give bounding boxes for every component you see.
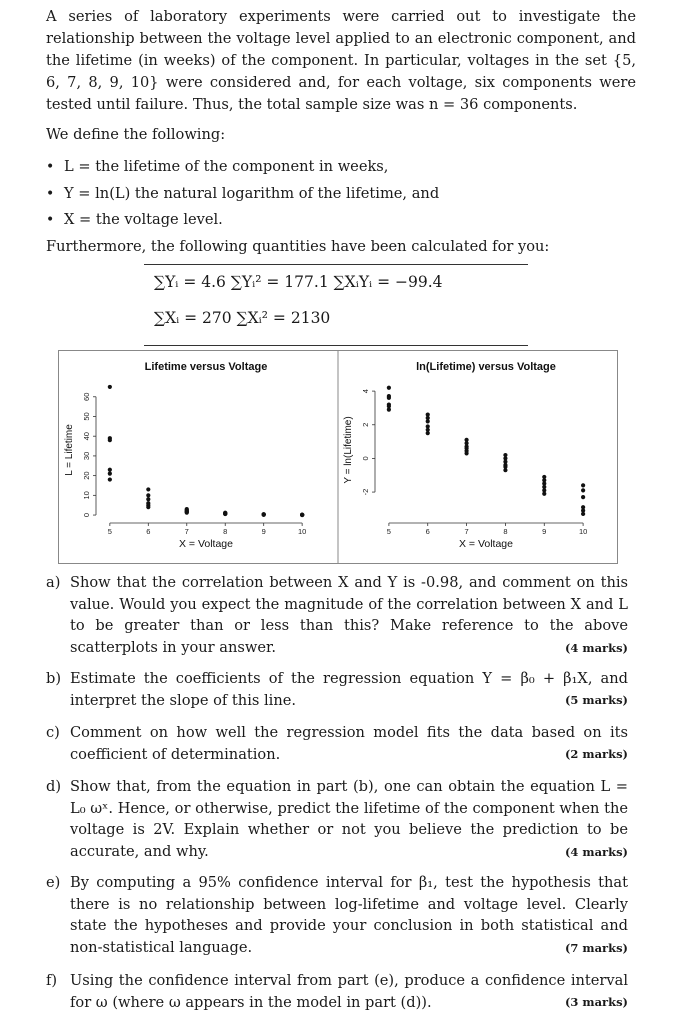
data-point bbox=[581, 483, 585, 487]
question-label: f) bbox=[46, 972, 58, 989]
y-axis-label: Y = ln(Lifetime) bbox=[343, 416, 354, 484]
data-point bbox=[146, 487, 150, 491]
data-point bbox=[300, 513, 304, 517]
x-tick-label: 5 bbox=[107, 527, 112, 536]
bullet-icon: • bbox=[46, 185, 55, 202]
question-marks: (4 marks) bbox=[564, 845, 628, 859]
y-axis-label: L = Lifetime bbox=[64, 424, 75, 476]
chart-title: ln(Lifetime) versus Voltage bbox=[416, 361, 556, 373]
question-label: e) bbox=[46, 874, 61, 891]
furthermore-text: Furthermore, the following quantities have been calculated for you: bbox=[46, 238, 550, 255]
define-lead: We define the following: bbox=[46, 126, 226, 143]
y-tick-label: 0 bbox=[361, 456, 370, 461]
scatterplot-figure bbox=[58, 350, 618, 564]
data-point bbox=[426, 431, 430, 435]
bullet-icon: • bbox=[46, 212, 55, 228]
data-point bbox=[108, 472, 112, 476]
bullet-icon: • bbox=[46, 159, 55, 175]
y-tick-label: 2 bbox=[361, 422, 370, 427]
x-tick-label: 10 bbox=[297, 527, 307, 536]
data-point bbox=[426, 419, 430, 423]
definition-item: • X = the voltage level. bbox=[46, 207, 439, 234]
x-tick-label: 9 bbox=[261, 527, 266, 536]
definition-item: • Y = ln(L) the natural logarithm of the lifetime, and bbox=[46, 181, 439, 208]
x-tick-label: 10 bbox=[578, 527, 588, 536]
x-tick-label: 6 bbox=[146, 527, 151, 536]
scatterplot-svg bbox=[59, 351, 617, 563]
data-point bbox=[146, 497, 150, 501]
data-point bbox=[185, 511, 189, 515]
y-tick-label: 0 bbox=[82, 512, 91, 518]
x-tick-label: 8 bbox=[503, 527, 508, 536]
y-tick-label: 10 bbox=[82, 491, 91, 500]
x-tick-label: 7 bbox=[464, 527, 469, 536]
summary-statistics bbox=[144, 264, 528, 346]
question-d bbox=[46, 776, 628, 864]
x-tick-label: 8 bbox=[223, 527, 228, 536]
question-text: Estimate the coefficients of the regression equation Y = β₀ + β₁X, and interpret the slope of this line. bbox=[70, 670, 628, 709]
question-label: d) bbox=[46, 778, 62, 795]
data-point bbox=[387, 408, 391, 412]
question-label: b) bbox=[46, 670, 62, 687]
data-point bbox=[503, 468, 507, 472]
x-axis-label: X = Voltage bbox=[458, 538, 514, 550]
y-tick-label: -2 bbox=[361, 488, 370, 496]
data-point bbox=[387, 396, 391, 400]
y-tick-label: 50 bbox=[82, 412, 91, 421]
data-point bbox=[581, 495, 585, 499]
definition-item: • L = the lifetime of the component in weeks, bbox=[46, 154, 439, 181]
question-marks: (4 marks) bbox=[564, 641, 628, 655]
data-point bbox=[108, 468, 112, 472]
question-marks: (2 marks) bbox=[564, 747, 628, 761]
question-text: Show that, from the equation in part (b), one can obtain the equation L = L₀ ωˣ. Hence, or otherwise, predict the lifetime of the component when the voltage is 2V. Explain whether or not you believe the prediction to be accurate, and why. bbox=[70, 778, 628, 860]
question-label: a) bbox=[46, 574, 61, 591]
question-label: c) bbox=[46, 724, 60, 741]
x-axis-label: X = Voltage bbox=[178, 538, 234, 550]
data-point bbox=[108, 438, 112, 442]
question-b bbox=[46, 668, 628, 712]
sums-row-1: ∑Yᵢ = 4.6 ∑Yᵢ² = 177.1 ∑XᵢYᵢ = −99.4 bbox=[154, 273, 443, 291]
question-a bbox=[46, 572, 628, 660]
x-tick-label: 7 bbox=[184, 527, 189, 536]
question-text: Using the confidence interval from part (e), produce a confidence interval for ω (where ω appears in the model in part (d)). bbox=[70, 972, 628, 1011]
sums-row-2: ∑Xᵢ = 270 ∑Xᵢ² = 2130 bbox=[154, 309, 331, 327]
chart-title: Lifetime versus Voltage bbox=[144, 361, 268, 373]
x-tick-label: 5 bbox=[386, 527, 391, 536]
y-tick-label: 40 bbox=[82, 432, 91, 441]
data-point bbox=[108, 385, 112, 389]
question-c bbox=[46, 722, 628, 766]
question-f bbox=[46, 970, 628, 1014]
x-tick-label: 9 bbox=[542, 527, 547, 536]
data-point bbox=[108, 477, 112, 481]
question-marks: (7 marks) bbox=[564, 941, 628, 955]
y-tick-label: 30 bbox=[82, 451, 91, 461]
data-point bbox=[387, 386, 391, 390]
question-text: Show that the correlation between X and Y is -0.98, and comment on this value. Would you expect the magnitude of the correlation between X and L to be greater than or less than this? Make reference to the above scatterplots in your answer. bbox=[70, 574, 628, 656]
x-tick-label: 6 bbox=[425, 527, 430, 536]
data-point bbox=[146, 505, 150, 509]
data-point bbox=[146, 493, 150, 497]
intro-paragraph: A series of laboratory experiments were carried out to investigate the relationship between the voltage level applied to an electronic component, and the lifetime (in weeks) of the component. In particular, voltages in the set {5, 6, 7, 8, 9, 10} were considered and, for each voltage, six components were tested until failure. Thus, the total sample size was n = 36 components. bbox=[46, 8, 636, 113]
data-point bbox=[581, 488, 585, 492]
data-point bbox=[464, 451, 468, 455]
data-point bbox=[223, 512, 227, 516]
question-e bbox=[46, 872, 628, 960]
data-point bbox=[581, 512, 585, 516]
y-tick-label: 60 bbox=[82, 392, 91, 401]
y-tick-label: 20 bbox=[82, 471, 91, 480]
definition-list bbox=[46, 154, 439, 234]
question-text: By computing a 95% confidence interval for β₁, test the hypothesis that there is no relationship between log-lifetime and voltage level. Clearly state the hypotheses and provide your conclusion in both statistical and non-statistical language. bbox=[70, 874, 628, 956]
data-point bbox=[542, 492, 546, 496]
y-tick-label: 4 bbox=[361, 389, 370, 394]
data-point bbox=[262, 513, 266, 517]
question-text: Comment on how well the regression model fits the data based on its coefficient of determination. bbox=[70, 724, 628, 763]
question-marks: (3 marks) bbox=[564, 995, 628, 1009]
question-marks: (5 marks) bbox=[564, 693, 628, 707]
